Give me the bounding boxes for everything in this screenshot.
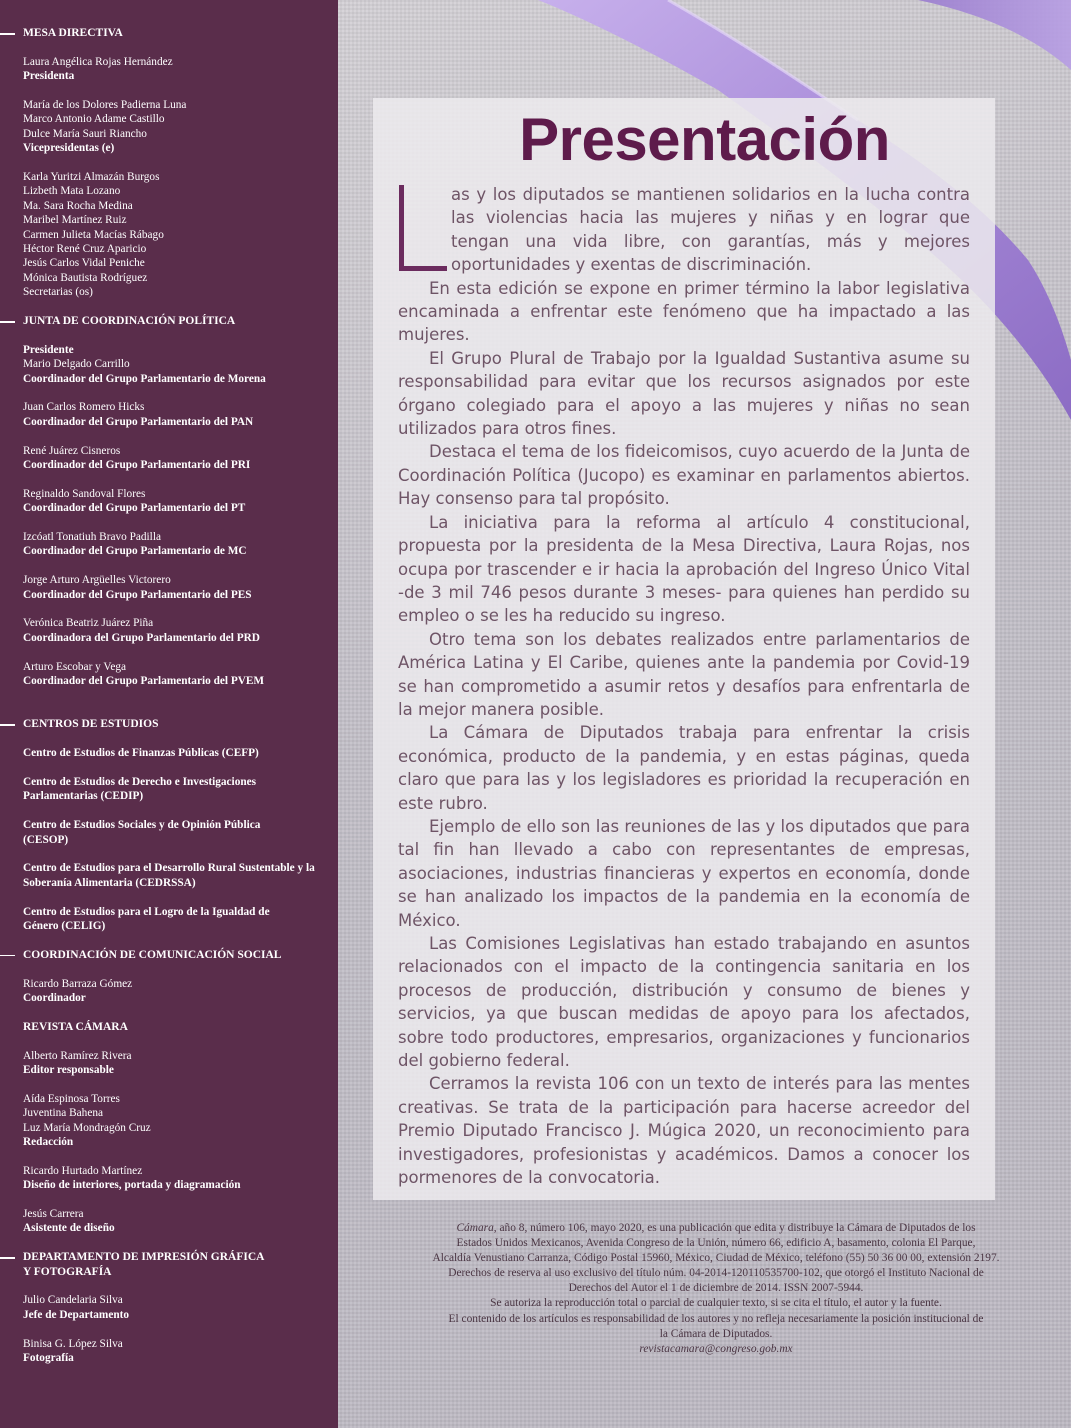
impresion-group <box>23 1293 320 1322</box>
section-title-line: DEPARTAMENTO DE IMPRESIÓN GRÁFICA <box>23 1251 265 1264</box>
person-name: Jesús Carrera <box>23 1207 84 1220</box>
person-name: Mario Delgado Carrillo <box>23 358 130 371</box>
mesa-group-secretarias <box>23 170 320 300</box>
section-title-comunicacion: COORDINACIÓN DE COMUNICACIÓN SOCIAL <box>23 948 320 962</box>
centro-name: Centro de Estudios Sociales y de Opinión Pública (CESOP) <box>23 819 261 846</box>
person-role: Coordinador del Grupo Parlamentario del PES <box>23 588 252 601</box>
colophon-line: la Cámara de Diputados. <box>659 1327 773 1340</box>
person-role: Coordinadora del Grupo Parlamentario del PRD <box>23 631 260 644</box>
colophon-line: Estados Unidos Mexicanos, Avenida Congreso de la Unión, número 66, edificio A, basamento, colonia El Parque, <box>456 1237 976 1250</box>
revista-group <box>23 1207 320 1236</box>
colophon-line: Derechos de reserva al uso exclusivo del título núm. 04-2014-120110535700-102, que otorgó el Instituto Nacional de <box>448 1267 984 1280</box>
person-role: Editor responsable <box>23 1063 114 1076</box>
person-name: Jesús Carlos Vidal Peniche <box>23 257 145 270</box>
jucopo-group <box>23 660 320 689</box>
dropcap-letter <box>197 183 198 184</box>
person-name: Julio Candelaria Silva <box>23 1294 123 1307</box>
colophon-line: Derechos del Autor el 1 de diciembre de 2014. ISSN 2007-5944. <box>568 1282 864 1295</box>
person-name: Verónica Beatriz Juárez Piña <box>23 617 154 630</box>
person-name: Arturo Escobar y Vega <box>23 660 127 673</box>
revista-group <box>23 1049 320 1078</box>
page-title: Presentación <box>519 106 890 173</box>
colophon <box>376 1221 1056 1357</box>
person-role: Coordinador <box>23 991 86 1004</box>
centro-name: Centro de Estudios de Finanzas Públicas (CEFP) <box>23 747 259 760</box>
person-name: Mónica Bautista Rodríguez <box>23 271 148 284</box>
colophon-line: El contenido de los artículos es responsabilidad de los autores y no refleja necesariamente la posición institucional de <box>448 1312 984 1325</box>
article-paragraph: La iniciativa para la reforma al artículo 4 constitucional, propuesta por la presidenta de la Mesa Directiva, Laura Rojas, nos ocupa por trascender e ir hacia la aprobación del Ingreso Único Vital -de 3 mil 746 pesos durante 3 meses- para quienes han perdido su empleo o se les ha reducido su ingreso. <box>398 512 970 626</box>
sidebar-directory <box>0 0 338 1428</box>
centro-item <box>23 818 320 847</box>
article-paragraph: La Cámara de Diputados trabaja para enfrentar la crisis económica, producto de la pandemia, y en estas páginas, queda claro que para las y los legisladores es prioridad la recuperación en este rubro. <box>398 723 970 813</box>
person-role: Coordinador del Grupo Parlamentario del PAN <box>23 415 254 428</box>
jucopo-group <box>23 530 320 559</box>
person-name: María de los Dolores Padierna Luna <box>23 99 187 111</box>
jucopo-group <box>23 400 320 429</box>
revista-group <box>23 1164 320 1193</box>
person-name: Lizbeth Mata Lozano <box>23 185 121 198</box>
revista-group <box>23 1092 320 1150</box>
person-name: Aída Espinosa Torres <box>23 1092 120 1105</box>
centro-name: Centro de Estudios de Derecho e Investigaciones Parlamentarias (CEDIP) <box>23 775 257 803</box>
person-name: Dulce María Sauri Riancho <box>23 127 147 140</box>
person-name: Jorge Arturo Argüelles Victorero <box>23 574 171 587</box>
person-role: Coordinador del Grupo Parlamentario de MC <box>23 545 247 558</box>
impresion-group <box>23 1337 320 1366</box>
centro-name: Centro de Estudios para el Desarrollo Rural Sustentable y la Soberanía Alimentaria (CEDRSSA) <box>23 862 315 889</box>
main-page <box>338 0 1071 1428</box>
person-name: René Juárez Cisneros <box>23 444 121 457</box>
contact-email-link[interactable]: revistacamara@congreso.gob.mx <box>639 1342 793 1355</box>
person-role: Presidente <box>23 343 74 356</box>
section-title-revista: REVISTA CÁMARA <box>23 1020 128 1033</box>
person-role: Redacción <box>23 1135 74 1148</box>
person-role: Asistente de diseño <box>23 1222 115 1235</box>
person-name: Ricardo Hurtado Martínez <box>23 1164 143 1177</box>
person-role: Coordinador del Grupo Parlamentario del PVEM <box>23 675 265 688</box>
section-title-centros: CENTROS DE ESTUDIOS <box>23 717 320 731</box>
person-name: Ma. Sara Rocha Medina <box>23 199 133 212</box>
first-paragraph-text: as y los diputados se mantienen solidarios en la lucha contra las violencias hacia las mujeres y niñas y en lograr que tengan una vida libre, con garantías, más y mejores oportunidades y exentas de discriminación. <box>451 185 970 275</box>
person-name: Karla Yuritzi Almazán Burgos <box>23 171 160 184</box>
section-title-impresion <box>23 1250 320 1279</box>
dropcap-stroke-horizontal <box>399 266 447 271</box>
article-paragraph: Ejemplo de ello son las reuniones de las y los diputados que para tal fin han llevado a cabo con representantes de empresas, asociaciones, industrias financieras y expertos en economía, donde se han analizado los impactos de la pandemia en la economía de México. <box>398 816 970 930</box>
centro-name: Centro de Estudios para el Logro de la Igualdad de Género (CELIG) <box>23 905 270 932</box>
dropcap-l <box>397 183 451 273</box>
person-name: Luz María Mondragón Cruz <box>23 1121 151 1134</box>
person-role: Coordinador del Grupo Parlamentario del PRI <box>23 459 251 472</box>
section-title-line: Y FOTOGRAFÍA <box>23 1265 112 1278</box>
section-title-mesa: MESA DIRECTIVA <box>23 26 320 40</box>
person-role: Fotografía <box>23 1351 74 1364</box>
centro-item <box>23 905 320 934</box>
person-role: Secretarias (os) <box>23 286 93 299</box>
colophon-text: , año 8, número 106, mayo 2020, es una publicación que edita y distribuye la Cámara de Diputados de los <box>493 1222 976 1234</box>
person-role: Coordinador del Grupo Parlamentario del PT <box>23 502 246 515</box>
person-role: Jefe de Departamento <box>23 1308 130 1321</box>
section-title-jucopo: JUNTA DE COORDINACIÓN POLÍTICA <box>23 314 320 328</box>
jucopo-group <box>23 573 320 602</box>
person-name: Izcóatl Tonatiuh Bravo Padilla <box>23 531 161 544</box>
person-role: Coordinador del Grupo Parlamentario de Morena <box>23 372 266 385</box>
person-role: Diseño de interiores, portada y diagramación <box>23 1179 241 1192</box>
colophon-line <box>376 1221 1056 1236</box>
comunicacion-group <box>23 977 320 1006</box>
article-paragraph: En esta edición se expone en primer término la labor legislativa encaminada a enfrentar este fenómeno que ha impactado a las mujeres. <box>398 278 970 345</box>
person-role: Vicepresidentas (e) <box>23 142 115 155</box>
article-paragraph: Destaca el tema de los fideicomisos, cuyo acuerdo de la Junta de Coordinación Política (Jucopo) es examinar en parlamentos abiertos. Hay consenso para tal propósito. <box>398 442 970 509</box>
mesa-group-vicepresidentas <box>23 98 320 156</box>
person-name: Marco Antonio Adame Castillo <box>23 113 165 126</box>
person-name: Laura Angélica Rojas Hernández <box>23 55 173 68</box>
person-name: Héctor René Cruz Aparicio <box>23 243 147 256</box>
article-paragraph: Cerramos la revista 106 con un texto de interés para las mentes creativas. Se trata de la participación para hacerse acreedor del Premio Diputado Francisco J. Múgica 2020, un reconocimiento para investigadores, profesionistas y académicos. Damos a conocer los pormenores de la convocatoria. <box>398 1074 970 1188</box>
person-name: Carmen Julieta Macías Rábago <box>23 228 164 241</box>
centro-item <box>23 775 320 804</box>
person-name: Juan Carlos Romero Hicks <box>23 401 145 414</box>
article-body <box>398 183 970 1189</box>
person-name: Ricardo Barraza Gómez <box>23 977 133 990</box>
person-name: Maribel Martínez Ruiz <box>23 214 127 227</box>
article-paragraph-first <box>398 183 970 277</box>
colophon-line: Alcaldía Venustiano Carranza, Código Postal 15960, México, Ciudad de México, teléfono (55) 50 36 00 00, extensión 2197. <box>432 1252 1000 1265</box>
jucopo-group <box>23 487 320 516</box>
mesa-group-presidenta <box>23 55 320 84</box>
centro-item <box>23 861 320 890</box>
person-name: Binisa G. López Silva <box>23 1337 123 1350</box>
jucopo-group <box>23 616 320 645</box>
person-role: Presidenta <box>23 70 75 83</box>
person-name: Juventina Bahena <box>23 1107 103 1120</box>
jucopo-group <box>23 444 320 473</box>
centro-item <box>23 746 320 760</box>
colophon-line: Se autoriza la reproducción total o parcial de cualquier texto, si se cita el título, el autor y la fuente. <box>490 1297 942 1310</box>
person-name: Alberto Ramírez Rivera <box>23 1049 132 1062</box>
person-name: Reginaldo Sandoval Flores <box>23 487 146 500</box>
article-paragraph: El Grupo Plural de Trabajo por la Igualdad Sustantiva asume su responsabilidad para evitar que los recursos asignados por este órgano colegiado para el apoyo a las mujeres y niñas no sean utilizados para otros fines. <box>398 348 970 439</box>
journal-name: Cámara <box>456 1222 494 1234</box>
jucopo-group-presidente <box>23 343 320 386</box>
article-paragraph: Las Comisiones Legislativas han estado trabajando en asuntos relacionados con el impacto de la contingencia sanitaria en los procesos de producción, distribución y consumo de bienes y servicios, ya que buscan medidas de apoyo para los afectados, sobre todo productores, empresarios, organizaciones y funcionarios del gobierno federal. <box>398 934 970 1071</box>
dropcap-stroke-vertical <box>399 185 404 269</box>
article-paragraph: Otro tema son los debates realizados entre parlamentarios de América Latina y El Caribe, quienes ante la pandemia por Covid-19 se han comprometido a asumir retos y desafíos para enfrentarla de la mejor manera posible. <box>398 629 970 719</box>
